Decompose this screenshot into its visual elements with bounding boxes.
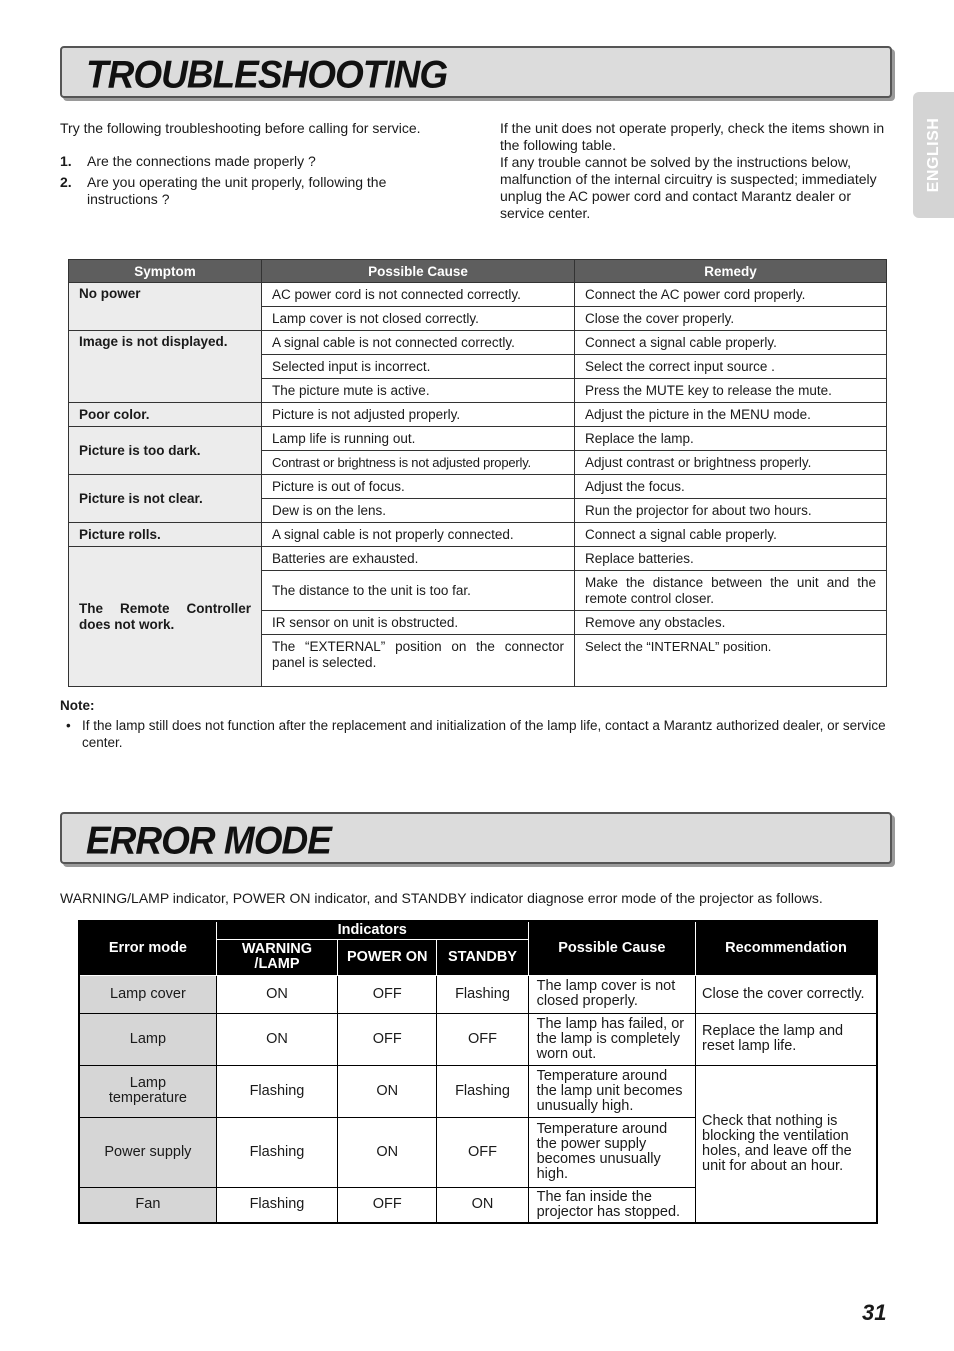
recommendation-cell: Close the cover correctly. [696,975,877,1013]
warning-lamp-cell: Flashing [216,1065,337,1117]
warning-lamp-cell: Flashing [216,1117,337,1187]
remedy-cell: Adjust contrast or brightness properly. [575,451,887,475]
cause-cell: Dew is on the lens. [262,499,575,523]
table-row [69,283,887,307]
symptom-cell: Poor color. [69,403,262,427]
error-mode-cell: Lamp [79,1013,216,1065]
cause-cell: Picture is not adjusted properly. [262,403,575,427]
checklist-item [60,174,480,208]
symptom-cell: Picture is not clear. [69,475,262,523]
remedy-cell: Close the cover properly. [575,307,887,331]
cause-cell: Batteries are exhausted. [262,547,575,571]
cause-cell: The distance to the unit is too far. [262,571,575,611]
possible-cause-cell: Temperature around the lamp unit becomes unusually high. [528,1065,695,1117]
remedy-cell: Press the MUTE key to release the mute. [575,379,887,403]
table-row [69,475,887,499]
recommendation-cell: Replace the lamp and reset lamp life. [696,1013,877,1065]
remedy-cell: Connect a signal cable properly. [575,331,887,355]
checklist-number: 2. [60,174,72,190]
table-row [79,1013,877,1065]
troubleshooting-intro: Try the following troubleshooting before calling for service. [60,120,421,136]
error-mode-cell: Lamp cover [79,975,216,1013]
symptom-cell: No power [69,283,262,331]
possible-cause-cell: The lamp has failed, or the lamp is completely worn out. [528,1013,695,1065]
header-standby: STANDBY [437,939,528,975]
cause-cell: A signal cable is not connected correctly. [262,331,575,355]
troubleshooting-title: TROUBLESHOOTING [86,52,448,96]
table-row [79,975,877,1013]
error-mode-banner [60,812,892,864]
remedy-cell: Replace batteries. [575,547,887,571]
troubleshooting-banner [60,46,892,98]
troubleshooting-instructions: If the unit does not operate properly, check the items shown in the following table. If any trouble cannot be solved by the instructions below, malfunction of the internal circuitry is suspected; immediately unplug the AC power cord and contact Marantz dealer or service center. [500,120,885,221]
power-on-cell: ON [338,1065,437,1117]
page-number: 31 [862,1300,887,1325]
standby-cell: OFF [437,1013,528,1065]
remedy-cell: Replace the lamp. [575,427,887,451]
symptom-cell: The Remote Controller does not work. [69,547,262,687]
cause-cell: A signal cable is not properly connected. [262,523,575,547]
standby-cell: ON [437,1187,528,1223]
table-header-row [79,921,877,939]
table-row [69,427,887,451]
note-text: If the lamp still does not function after the replacement and initialization of the lamp life, contact a Marantz authorized dealer, or service center. [82,718,886,750]
warning-lamp-cell: Flashing [216,1187,337,1223]
warning-lamp-cell: ON [216,1013,337,1065]
table-row [69,403,887,427]
header-error-mode: Error mode [79,921,216,975]
recommendation-cell: Check that nothing is blocking the ventilation holes, and leave off the unit for about an hour. [696,1065,877,1223]
remedy-cell: Run the projector for about two hours. [575,499,887,523]
checklist-item [60,153,480,170]
error-mode-cell: Power supply [79,1117,216,1187]
symptom-cell: Picture is too dark. [69,427,262,475]
table-row [79,1065,877,1117]
language-tab-label: ENGLISH [924,117,942,193]
error-mode-cell: Fan [79,1187,216,1223]
power-on-cell: OFF [338,1187,437,1223]
remedy-cell: Connect a signal cable properly. [575,523,887,547]
standby-cell: OFF [437,1117,528,1187]
cause-cell: AC power cord is not connected correctly. [262,283,575,307]
warning-lamp-cell: ON [216,975,337,1013]
power-on-cell: OFF [338,975,437,1013]
symptom-cell: Image is not displayed. [69,331,262,403]
cause-cell: Lamp life is running out. [262,427,575,451]
remedy-cell: Select the “INTERNAL” position. [575,635,887,687]
remedy-cell: Remove any obstacles. [575,611,887,635]
cause-cell: The “EXTERNAL” position on the connector panel is selected. [262,635,575,687]
checklist [60,153,480,208]
header-possible-cause: Possible Cause [528,921,695,975]
cause-cell: Lamp cover is not closed correctly. [262,307,575,331]
checklist-text: Are you operating the unit properly, following the instructions ? [87,174,387,207]
troubleshooting-table [68,259,887,687]
cause-cell: Contrast or brightness is not adjusted properly. [262,451,575,475]
power-on-cell: ON [338,1117,437,1187]
symptom-cell: Picture rolls. [69,523,262,547]
cause-cell: IR sensor on unit is obstructed. [262,611,575,635]
cause-cell: The picture mute is active. [262,379,575,403]
error-mode-title: ERROR MODE [86,818,331,862]
possible-cause-cell: The fan inside the projector has stopped. [528,1187,695,1223]
possible-cause-cell: The lamp cover is not closed properly. [528,975,695,1013]
note-label: Note: [60,698,95,713]
header-power-on: POWER ON [338,939,437,975]
language-tab [913,92,954,218]
remedy-cell: Connect the AC power cord properly. [575,283,887,307]
checklist-text: Are the connections made properly ? [87,153,316,169]
standby-cell: Flashing [437,975,528,1013]
remedy-cell: Adjust the focus. [575,475,887,499]
table-row [69,331,887,355]
header-remedy: Remedy [575,260,887,283]
table-row [69,547,887,571]
table-header-row [69,260,887,283]
power-on-cell: OFF [338,1013,437,1065]
table-row [69,523,887,547]
remedy-cell: Make the distance between the unit and the remote control closer. [575,571,887,611]
remedy-cell: Select the correct input source . [575,355,887,379]
possible-cause-cell: Temperature around the power supply becomes unusually high. [528,1117,695,1187]
error-mode-cell: Lamp temperature [79,1065,216,1117]
remedy-cell: Adjust the picture in the MENU mode. [575,403,887,427]
error-mode-table [78,920,878,1224]
header-warning-lamp: WARNING /LAMP [216,939,337,975]
header-indicators: Indicators [216,921,528,939]
cause-cell: Picture is out of focus. [262,475,575,499]
note-bullet: • [66,718,71,733]
cause-cell: Selected input is incorrect. [262,355,575,379]
header-recommendation: Recommendation [696,921,877,975]
error-mode-intro: WARNING/LAMP indicator, POWER ON indicator, and STANDBY indicator diagnose error mode of the projector as follows. [60,890,823,906]
header-possible-cause: Possible Cause [262,260,575,283]
standby-cell: Flashing [437,1065,528,1117]
checklist-number: 1. [60,153,72,169]
header-symptom: Symptom [69,260,262,283]
